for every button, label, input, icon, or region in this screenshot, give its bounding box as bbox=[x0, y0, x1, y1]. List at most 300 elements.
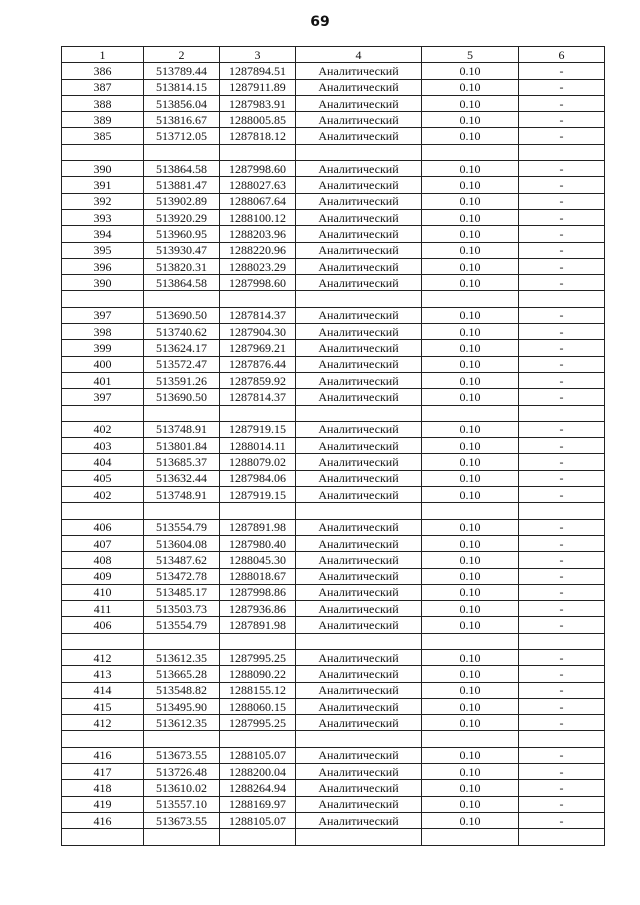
y-coordinate-cell: 1287980.40 bbox=[220, 535, 296, 551]
accuracy-cell: 0.10 bbox=[422, 649, 519, 665]
method-cell bbox=[296, 829, 422, 845]
accuracy-cell: 0.10 bbox=[422, 519, 519, 535]
point-number-cell: 412 bbox=[62, 649, 144, 665]
table-separator-row bbox=[62, 829, 605, 845]
point-number-cell: 416 bbox=[62, 812, 144, 828]
method-cell bbox=[296, 144, 422, 160]
y-coordinate-cell: 1288264.94 bbox=[220, 780, 296, 796]
method-cell: Аналитический bbox=[296, 372, 422, 388]
point-number-cell: 397 bbox=[62, 307, 144, 323]
table-row bbox=[62, 764, 605, 780]
x-coordinate-cell: 513820.31 bbox=[144, 258, 220, 274]
table-row bbox=[62, 79, 605, 95]
x-coordinate-cell: 513920.29 bbox=[144, 209, 220, 225]
note-cell: - bbox=[519, 258, 605, 274]
table-row bbox=[62, 421, 605, 437]
accuracy-cell: 0.10 bbox=[422, 95, 519, 111]
point-number-cell: 419 bbox=[62, 796, 144, 812]
point-number-cell: 394 bbox=[62, 226, 144, 242]
method-cell: Аналитический bbox=[296, 128, 422, 144]
y-coordinate-cell: 1287998.60 bbox=[220, 161, 296, 177]
y-coordinate-cell: 1287998.86 bbox=[220, 584, 296, 600]
x-coordinate-cell: 513712.05 bbox=[144, 128, 220, 144]
y-coordinate-cell: 1287859.92 bbox=[220, 372, 296, 388]
method-cell: Аналитический bbox=[296, 112, 422, 128]
y-coordinate-cell: 1288220.96 bbox=[220, 242, 296, 258]
page-number: 69 bbox=[310, 14, 330, 30]
x-coordinate-cell: 513690.50 bbox=[144, 307, 220, 323]
method-cell: Аналитический bbox=[296, 666, 422, 682]
point-number-cell: 416 bbox=[62, 747, 144, 763]
column-header: 1 bbox=[62, 47, 144, 63]
method-cell: Аналитический bbox=[296, 193, 422, 209]
point-number-cell: 390 bbox=[62, 275, 144, 291]
x-coordinate-cell: 513816.67 bbox=[144, 112, 220, 128]
note-cell: - bbox=[519, 161, 605, 177]
method-cell: Аналитический bbox=[296, 698, 422, 714]
accuracy-cell: 0.10 bbox=[422, 209, 519, 225]
x-coordinate-cell: 513960.95 bbox=[144, 226, 220, 242]
method-cell: Аналитический bbox=[296, 307, 422, 323]
y-coordinate-cell: 1287998.60 bbox=[220, 275, 296, 291]
y-coordinate-cell: 1288067.64 bbox=[220, 193, 296, 209]
column-header: 3 bbox=[220, 47, 296, 63]
table-row bbox=[62, 112, 605, 128]
note-cell: - bbox=[519, 601, 605, 617]
y-coordinate-cell: 1288014.11 bbox=[220, 438, 296, 454]
accuracy-cell: 0.10 bbox=[422, 112, 519, 128]
x-coordinate-cell: 513554.79 bbox=[144, 519, 220, 535]
accuracy-cell: 0.10 bbox=[422, 324, 519, 340]
accuracy-cell: 0.10 bbox=[422, 584, 519, 600]
point-number-cell bbox=[62, 291, 144, 307]
note-cell: - bbox=[519, 747, 605, 763]
note-cell: - bbox=[519, 666, 605, 682]
x-coordinate-cell: 513612.35 bbox=[144, 649, 220, 665]
accuracy-cell: 0.10 bbox=[422, 307, 519, 323]
accuracy-cell: 0.10 bbox=[422, 601, 519, 617]
method-cell: Аналитический bbox=[296, 389, 422, 405]
accuracy-cell: 0.10 bbox=[422, 454, 519, 470]
method-cell: Аналитический bbox=[296, 161, 422, 177]
note-cell: - bbox=[519, 226, 605, 242]
note-cell: - bbox=[519, 275, 605, 291]
table-row bbox=[62, 193, 605, 209]
table-row bbox=[62, 258, 605, 274]
method-cell: Аналитический bbox=[296, 682, 422, 698]
x-coordinate-cell: 513632.44 bbox=[144, 470, 220, 486]
method-cell: Аналитический bbox=[296, 275, 422, 291]
x-coordinate-cell: 513673.55 bbox=[144, 747, 220, 763]
x-coordinate-cell: 513591.26 bbox=[144, 372, 220, 388]
note-cell: - bbox=[519, 617, 605, 633]
y-coordinate-cell: 1287936.86 bbox=[220, 601, 296, 617]
point-number-cell bbox=[62, 503, 144, 519]
point-number-cell: 389 bbox=[62, 112, 144, 128]
method-cell: Аналитический bbox=[296, 258, 422, 274]
note-cell bbox=[519, 829, 605, 845]
table-row bbox=[62, 438, 605, 454]
table-row bbox=[62, 307, 605, 323]
note-cell bbox=[519, 503, 605, 519]
accuracy-cell bbox=[422, 829, 519, 845]
method-cell: Аналитический bbox=[296, 780, 422, 796]
y-coordinate-cell: 1287919.15 bbox=[220, 487, 296, 503]
note-cell: - bbox=[519, 780, 605, 796]
y-coordinate-cell: 1288018.67 bbox=[220, 568, 296, 584]
method-cell: Аналитический bbox=[296, 340, 422, 356]
x-coordinate-cell: 513673.55 bbox=[144, 812, 220, 828]
x-coordinate-cell bbox=[144, 291, 220, 307]
method-cell: Аналитический bbox=[296, 95, 422, 111]
table-row bbox=[62, 209, 605, 225]
accuracy-cell: 0.10 bbox=[422, 470, 519, 486]
x-coordinate-cell: 513881.47 bbox=[144, 177, 220, 193]
point-number-cell: 406 bbox=[62, 519, 144, 535]
y-coordinate-cell: 1288105.07 bbox=[220, 747, 296, 763]
table-separator-row bbox=[62, 291, 605, 307]
accuracy-cell bbox=[422, 731, 519, 747]
accuracy-cell: 0.10 bbox=[422, 177, 519, 193]
method-cell: Аналитический bbox=[296, 226, 422, 242]
point-number-cell: 417 bbox=[62, 764, 144, 780]
note-cell: - bbox=[519, 438, 605, 454]
accuracy-cell: 0.10 bbox=[422, 666, 519, 682]
table-row bbox=[62, 242, 605, 258]
y-coordinate-cell: 1288100.12 bbox=[220, 209, 296, 225]
table-row bbox=[62, 780, 605, 796]
point-number-cell: 405 bbox=[62, 470, 144, 486]
table-row bbox=[62, 617, 605, 633]
x-coordinate-cell: 513612.35 bbox=[144, 715, 220, 731]
accuracy-cell bbox=[422, 503, 519, 519]
table-row bbox=[62, 535, 605, 551]
x-coordinate-cell bbox=[144, 829, 220, 845]
method-cell: Аналитический bbox=[296, 715, 422, 731]
accuracy-cell: 0.10 bbox=[422, 389, 519, 405]
table-row bbox=[62, 796, 605, 812]
x-coordinate-cell: 513557.10 bbox=[144, 796, 220, 812]
accuracy-cell: 0.10 bbox=[422, 340, 519, 356]
accuracy-cell: 0.10 bbox=[422, 421, 519, 437]
point-number-cell: 388 bbox=[62, 95, 144, 111]
y-coordinate-cell: 1288200.04 bbox=[220, 764, 296, 780]
accuracy-cell: 0.10 bbox=[422, 79, 519, 95]
note-cell: - bbox=[519, 95, 605, 111]
note-cell: - bbox=[519, 340, 605, 356]
method-cell: Аналитический bbox=[296, 177, 422, 193]
table-row bbox=[62, 95, 605, 111]
table-row bbox=[62, 487, 605, 503]
point-number-cell: 391 bbox=[62, 177, 144, 193]
x-coordinate-cell: 513930.47 bbox=[144, 242, 220, 258]
method-cell: Аналитический bbox=[296, 535, 422, 551]
point-number-cell: 408 bbox=[62, 552, 144, 568]
method-cell: Аналитический bbox=[296, 617, 422, 633]
accuracy-cell: 0.10 bbox=[422, 161, 519, 177]
accuracy-cell: 0.10 bbox=[422, 275, 519, 291]
y-coordinate-cell bbox=[220, 405, 296, 421]
point-number-cell: 406 bbox=[62, 617, 144, 633]
note-cell: - bbox=[519, 372, 605, 388]
accuracy-cell bbox=[422, 633, 519, 649]
y-coordinate-cell: 1287814.37 bbox=[220, 307, 296, 323]
table-row bbox=[62, 324, 605, 340]
method-cell: Аналитический bbox=[296, 812, 422, 828]
table-row bbox=[62, 601, 605, 617]
y-coordinate-cell: 1287969.21 bbox=[220, 340, 296, 356]
column-header: 6 bbox=[519, 47, 605, 63]
method-cell bbox=[296, 503, 422, 519]
x-coordinate-cell: 513495.90 bbox=[144, 698, 220, 714]
accuracy-cell: 0.10 bbox=[422, 63, 519, 79]
accuracy-cell: 0.10 bbox=[422, 193, 519, 209]
table-row bbox=[62, 275, 605, 291]
method-cell: Аналитический bbox=[296, 601, 422, 617]
method-cell bbox=[296, 731, 422, 747]
point-number-cell: 414 bbox=[62, 682, 144, 698]
table-row bbox=[62, 812, 605, 828]
y-coordinate-cell: 1288060.15 bbox=[220, 698, 296, 714]
y-coordinate-cell: 1287983.91 bbox=[220, 95, 296, 111]
column-header: 4 bbox=[296, 47, 422, 63]
y-coordinate-cell: 1287891.98 bbox=[220, 519, 296, 535]
point-number-cell: 392 bbox=[62, 193, 144, 209]
table-row bbox=[62, 177, 605, 193]
point-number-cell: 399 bbox=[62, 340, 144, 356]
method-cell: Аналитический bbox=[296, 519, 422, 535]
note-cell: - bbox=[519, 715, 605, 731]
table-row bbox=[62, 682, 605, 698]
x-coordinate-cell: 513610.02 bbox=[144, 780, 220, 796]
y-coordinate-cell: 1288023.29 bbox=[220, 258, 296, 274]
accuracy-cell: 0.10 bbox=[422, 715, 519, 731]
y-coordinate-cell bbox=[220, 144, 296, 160]
table-separator-row bbox=[62, 405, 605, 421]
x-coordinate-cell: 513665.28 bbox=[144, 666, 220, 682]
table-separator-row bbox=[62, 144, 605, 160]
y-coordinate-cell bbox=[220, 829, 296, 845]
note-cell: - bbox=[519, 584, 605, 600]
table-row bbox=[62, 454, 605, 470]
y-coordinate-cell: 1287814.37 bbox=[220, 389, 296, 405]
method-cell: Аналитический bbox=[296, 438, 422, 454]
note-cell: - bbox=[519, 470, 605, 486]
note-cell: - bbox=[519, 307, 605, 323]
method-cell: Аналитический bbox=[296, 356, 422, 372]
table-row bbox=[62, 161, 605, 177]
method-cell: Аналитический bbox=[296, 552, 422, 568]
x-coordinate-cell: 513864.58 bbox=[144, 275, 220, 291]
point-number-cell: 393 bbox=[62, 209, 144, 225]
point-number-cell: 400 bbox=[62, 356, 144, 372]
table-row bbox=[62, 372, 605, 388]
y-coordinate-cell: 1287995.25 bbox=[220, 649, 296, 665]
accuracy-cell: 0.10 bbox=[422, 747, 519, 763]
table-row bbox=[62, 389, 605, 405]
accuracy-cell: 0.10 bbox=[422, 372, 519, 388]
method-cell bbox=[296, 633, 422, 649]
x-coordinate-cell: 513856.04 bbox=[144, 95, 220, 111]
y-coordinate-cell: 1288005.85 bbox=[220, 112, 296, 128]
table-row bbox=[62, 226, 605, 242]
point-number-cell: 418 bbox=[62, 780, 144, 796]
y-coordinate-cell: 1288105.07 bbox=[220, 812, 296, 828]
note-cell: - bbox=[519, 454, 605, 470]
y-coordinate-cell bbox=[220, 633, 296, 649]
method-cell: Аналитический bbox=[296, 79, 422, 95]
note-cell: - bbox=[519, 389, 605, 405]
y-coordinate-cell bbox=[220, 731, 296, 747]
x-coordinate-cell: 513690.50 bbox=[144, 389, 220, 405]
method-cell: Аналитический bbox=[296, 796, 422, 812]
method-cell: Аналитический bbox=[296, 63, 422, 79]
point-number-cell: 398 bbox=[62, 324, 144, 340]
table-row bbox=[62, 698, 605, 714]
method-cell: Аналитический bbox=[296, 568, 422, 584]
point-number-cell: 415 bbox=[62, 698, 144, 714]
accuracy-cell: 0.10 bbox=[422, 487, 519, 503]
point-number-cell: 411 bbox=[62, 601, 144, 617]
table-row bbox=[62, 552, 605, 568]
method-cell: Аналитический bbox=[296, 747, 422, 763]
point-number-cell: 397 bbox=[62, 389, 144, 405]
y-coordinate-cell: 1288027.63 bbox=[220, 177, 296, 193]
accuracy-cell bbox=[422, 144, 519, 160]
table-body bbox=[62, 63, 605, 845]
point-number-cell: 404 bbox=[62, 454, 144, 470]
header-row bbox=[62, 47, 605, 63]
note-cell bbox=[519, 731, 605, 747]
point-number-cell: 413 bbox=[62, 666, 144, 682]
x-coordinate-cell: 513472.78 bbox=[144, 568, 220, 584]
y-coordinate-cell: 1287984.06 bbox=[220, 470, 296, 486]
y-coordinate-cell: 1287876.44 bbox=[220, 356, 296, 372]
x-coordinate-cell bbox=[144, 503, 220, 519]
note-cell: - bbox=[519, 698, 605, 714]
point-number-cell: 403 bbox=[62, 438, 144, 454]
method-cell bbox=[296, 291, 422, 307]
x-coordinate-cell: 513814.15 bbox=[144, 79, 220, 95]
x-coordinate-cell: 513554.79 bbox=[144, 617, 220, 633]
y-coordinate-cell: 1287904.30 bbox=[220, 324, 296, 340]
method-cell: Аналитический bbox=[296, 487, 422, 503]
x-coordinate-cell bbox=[144, 405, 220, 421]
y-coordinate-cell: 1288155.12 bbox=[220, 682, 296, 698]
y-coordinate-cell: 1287894.51 bbox=[220, 63, 296, 79]
point-number-cell: 407 bbox=[62, 535, 144, 551]
accuracy-cell: 0.10 bbox=[422, 617, 519, 633]
note-cell: - bbox=[519, 324, 605, 340]
note-cell bbox=[519, 291, 605, 307]
y-coordinate-cell: 1287919.15 bbox=[220, 421, 296, 437]
table-separator-row bbox=[62, 633, 605, 649]
x-coordinate-cell bbox=[144, 731, 220, 747]
note-cell: - bbox=[519, 535, 605, 551]
note-cell: - bbox=[519, 552, 605, 568]
accuracy-cell: 0.10 bbox=[422, 780, 519, 796]
method-cell: Аналитический bbox=[296, 242, 422, 258]
method-cell: Аналитический bbox=[296, 421, 422, 437]
table-row bbox=[62, 666, 605, 682]
coordinates-table bbox=[61, 46, 605, 846]
accuracy-cell: 0.10 bbox=[422, 258, 519, 274]
point-number-cell bbox=[62, 633, 144, 649]
note-cell: - bbox=[519, 177, 605, 193]
table-separator-row bbox=[62, 503, 605, 519]
table-row bbox=[62, 568, 605, 584]
y-coordinate-cell: 1287911.89 bbox=[220, 79, 296, 95]
method-cell: Аналитический bbox=[296, 209, 422, 225]
table-row bbox=[62, 356, 605, 372]
x-coordinate-cell: 513548.82 bbox=[144, 682, 220, 698]
table-row bbox=[62, 715, 605, 731]
note-cell: - bbox=[519, 112, 605, 128]
table-row bbox=[62, 340, 605, 356]
note-cell: - bbox=[519, 519, 605, 535]
table-row bbox=[62, 470, 605, 486]
method-cell bbox=[296, 405, 422, 421]
note-cell: - bbox=[519, 796, 605, 812]
accuracy-cell: 0.10 bbox=[422, 128, 519, 144]
method-cell: Аналитический bbox=[296, 454, 422, 470]
point-number-cell: 386 bbox=[62, 63, 144, 79]
note-cell: - bbox=[519, 421, 605, 437]
point-number-cell: 412 bbox=[62, 715, 144, 731]
note-cell: - bbox=[519, 79, 605, 95]
point-number-cell: 402 bbox=[62, 421, 144, 437]
table-row bbox=[62, 519, 605, 535]
accuracy-cell: 0.10 bbox=[422, 682, 519, 698]
note-cell: - bbox=[519, 682, 605, 698]
method-cell: Аналитический bbox=[296, 649, 422, 665]
table-row bbox=[62, 128, 605, 144]
x-coordinate-cell: 513572.47 bbox=[144, 356, 220, 372]
accuracy-cell: 0.10 bbox=[422, 438, 519, 454]
x-coordinate-cell: 513487.62 bbox=[144, 552, 220, 568]
note-cell: - bbox=[519, 356, 605, 372]
point-number-cell: 387 bbox=[62, 79, 144, 95]
accuracy-cell bbox=[422, 405, 519, 421]
note-cell: - bbox=[519, 193, 605, 209]
x-coordinate-cell: 513604.08 bbox=[144, 535, 220, 551]
y-coordinate-cell: 1287818.12 bbox=[220, 128, 296, 144]
table-row bbox=[62, 63, 605, 79]
method-cell: Аналитический bbox=[296, 470, 422, 486]
note-cell: - bbox=[519, 209, 605, 225]
point-number-cell: 410 bbox=[62, 584, 144, 600]
point-number-cell: 396 bbox=[62, 258, 144, 274]
x-coordinate-cell bbox=[144, 633, 220, 649]
point-number-cell: 390 bbox=[62, 161, 144, 177]
point-number-cell bbox=[62, 829, 144, 845]
y-coordinate-cell bbox=[220, 291, 296, 307]
point-number-cell: 385 bbox=[62, 128, 144, 144]
point-number-cell bbox=[62, 144, 144, 160]
table-row bbox=[62, 747, 605, 763]
y-coordinate-cell: 1288169.97 bbox=[220, 796, 296, 812]
point-number-cell bbox=[62, 731, 144, 747]
x-coordinate-cell: 513740.62 bbox=[144, 324, 220, 340]
note-cell bbox=[519, 633, 605, 649]
accuracy-cell: 0.10 bbox=[422, 796, 519, 812]
point-number-cell: 402 bbox=[62, 487, 144, 503]
note-cell: - bbox=[519, 764, 605, 780]
y-coordinate-cell: 1288090.22 bbox=[220, 666, 296, 682]
accuracy-cell: 0.10 bbox=[422, 568, 519, 584]
x-coordinate-cell: 513748.91 bbox=[144, 421, 220, 437]
y-coordinate-cell bbox=[220, 503, 296, 519]
